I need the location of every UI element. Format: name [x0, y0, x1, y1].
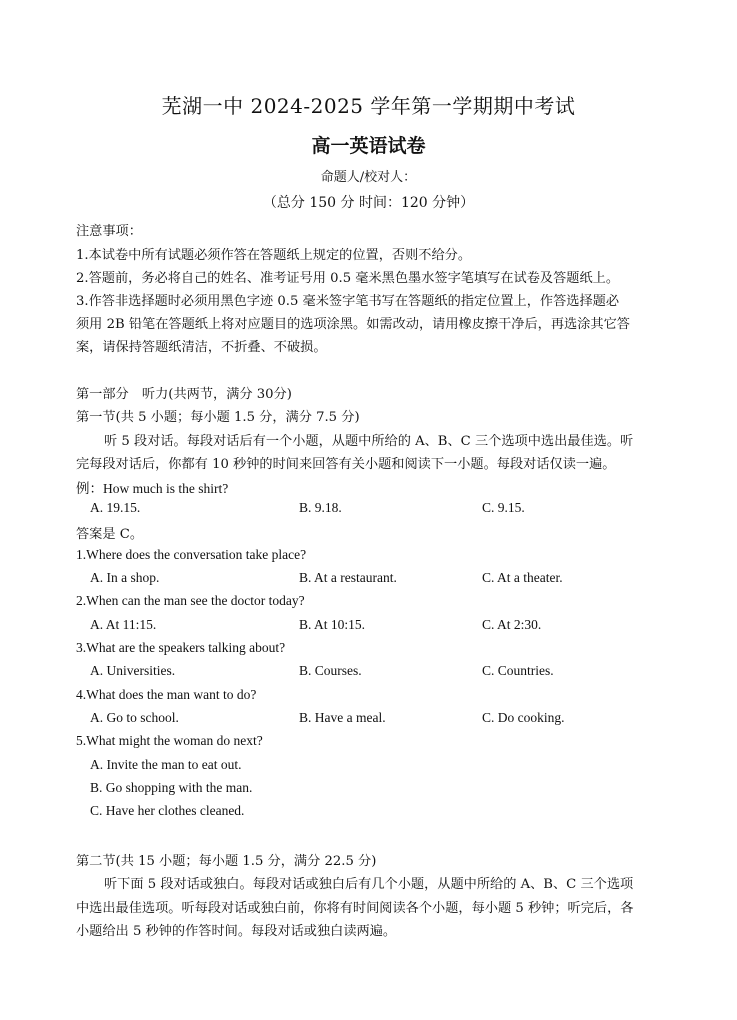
q5-option-b: B. Go shopping with the man.	[90, 780, 253, 795]
q3-option-a: A. Universities.	[90, 663, 176, 678]
question-5: 5.What might the woman do next?	[76, 733, 263, 748]
part1-heading: 第一部分 听力(共两节，满分 30分)	[76, 387, 292, 402]
example-option-a: A. 19.15.	[90, 500, 141, 515]
section2-instruction: 小题给出 5 秒钟的作答时间。每段对话或独白读两遍。	[76, 924, 397, 939]
section2-instruction: 中选出最佳选项。听每段对话或独白前，你将有时间阅读各个小题，每小题 5 秒钟；听完后，各	[76, 901, 634, 916]
q3-option-c: C. Countries.	[482, 663, 554, 678]
notice-line: 2.答题前，务必将自己的姓名、准考证号用 0.5 毫米黑色墨水签字笔填写在试卷及答题纸上。	[76, 271, 620, 286]
notice-line: 3.作答非选择题时必须用黑色字迹 0.5 毫米签字笔书写在答题纸的指定位置上，作答选择题必	[76, 294, 620, 309]
q2-option-b: B. At 10:15.	[299, 617, 366, 632]
q2-option-c: C. At 2:30.	[482, 617, 542, 632]
section1-instruction: 听 5 段对话。每段对话后有一个小题，从题中所给的 A、B、C 三个选项中选出最佳选。听	[104, 434, 634, 449]
q2-option-a: A. At 11:15.	[90, 617, 157, 632]
question-2: 2.When can the man see the doctor today?	[76, 593, 305, 608]
section1-instruction: 完每段对话后，你都有 10 秒钟的时间来回答有关小题和阅读下一小题。每段对话仅读一遍。	[76, 457, 616, 472]
q4-option-a: A. Go to school.	[90, 710, 179, 725]
section2-heading: 第二节(共 15 小题；每小题 1.5 分，满分 22.5 分)	[76, 854, 377, 869]
author-line: 命题人/校对人：	[320, 170, 417, 185]
q1-option-a: A. In a shop.	[90, 570, 160, 585]
q5-option-c: C. Have her clothes cleaned.	[90, 803, 245, 818]
q3-option-b: B. Courses.	[299, 663, 362, 678]
q4-option-b: B. Have a meal.	[299, 710, 386, 725]
question-3: 3.What are the speakers talking about?	[76, 640, 286, 655]
example-option-c: C. 9.15.	[482, 500, 525, 515]
q1-option-c: C. At a theater.	[482, 570, 563, 585]
exam-title: 芜湖一中 2024-2025 学年第一学期期中考试	[161, 94, 576, 118]
question-1: 1.Where does the conversation take place?	[76, 547, 307, 562]
q1-option-b: B. At a restaurant.	[299, 570, 397, 585]
notice-line: 案，请保持答题纸清洁，不折叠、不破损。	[76, 340, 327, 355]
section1-heading: 第一节(共 5 小题；每小题 1.5 分，满分 7.5 分)	[76, 410, 360, 425]
section2-instruction: 听下面 5 段对话或独白。每段对话或独白后有几个小题，从题中所给的 A、B、C 三个选项	[104, 877, 634, 892]
score-time: （总分 150 分 时间：120 分钟）	[262, 195, 475, 211]
example-option-b: B. 9.18.	[299, 500, 342, 515]
q5-option-a: A. Invite the man to eat out.	[90, 757, 242, 772]
notice-line: 须用 2B 铅笔在答题纸上将对应题目的选项涂黑。如需改动，请用橡皮擦干净后，再选涂其它答	[76, 317, 630, 332]
example-answer: 答案是 C。	[76, 527, 144, 542]
q4-option-c: C. Do cooking.	[482, 710, 565, 725]
notice-line: 1.本试卷中所有试题必须作答在答题纸上规定的位置，否则不给分。	[76, 248, 472, 263]
example-question: 例：How much is the shirt?	[76, 481, 229, 496]
question-4: 4.What does the man want to do?	[76, 687, 257, 702]
exam-subtitle: 高一英语试卷	[311, 135, 426, 157]
notice-heading: 注意事项：	[76, 224, 142, 239]
